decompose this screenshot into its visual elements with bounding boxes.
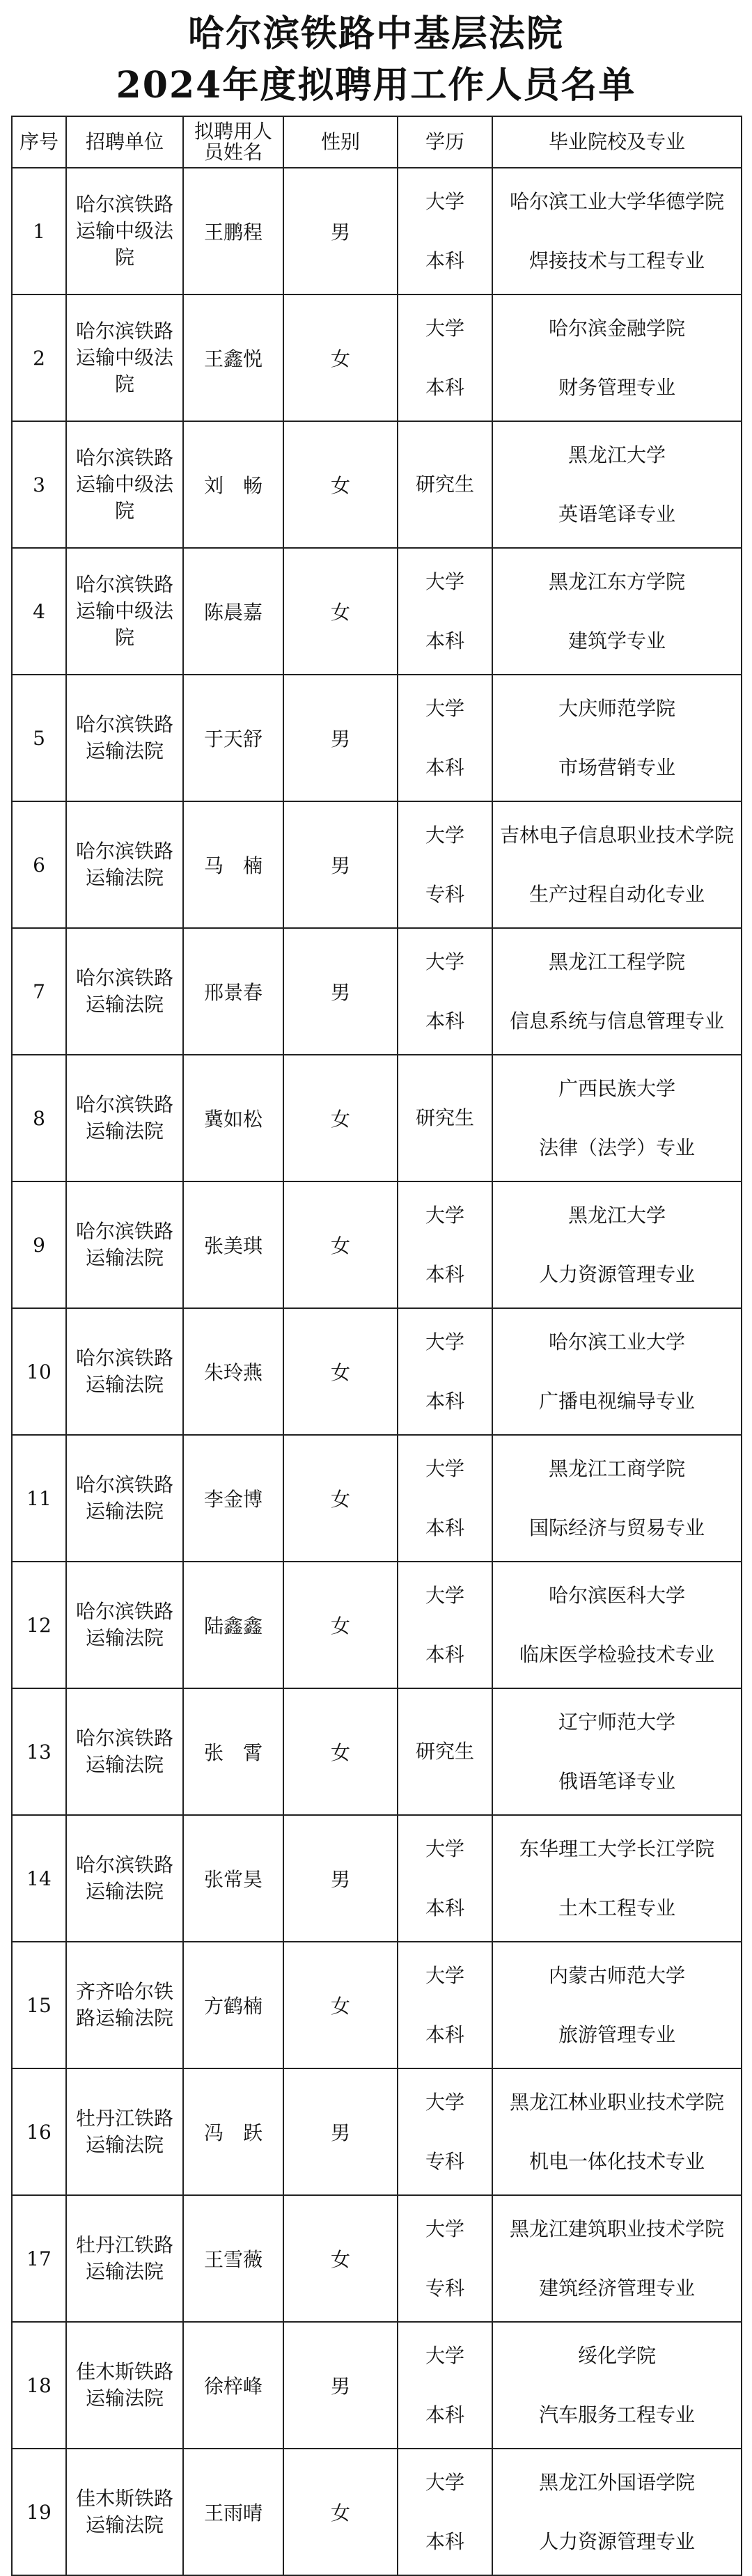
row-gender: 女 — [283, 294, 398, 421]
table-row — [12, 548, 742, 675]
education-degree: 本科 — [425, 1009, 464, 1032]
school-name: 黑龙江大学 — [567, 443, 666, 466]
table-row — [12, 801, 742, 928]
school-name: 黑龙江建筑职业技术学院 — [509, 2217, 724, 2240]
row-school-major — [492, 928, 742, 1055]
education-degree: 本科 — [425, 1516, 464, 1539]
major-name: 信息系统与信息管理专业 — [509, 1009, 724, 1032]
row-gender: 男 — [283, 675, 398, 801]
major-name: 人力资源管理专业 — [538, 1262, 695, 1286]
education-level: 大学 — [425, 1963, 464, 1987]
row-gender: 女 — [283, 1562, 398, 1688]
row-education — [398, 1942, 492, 2068]
row-name: 王雨晴 — [183, 2449, 283, 2575]
table-row — [12, 1055, 742, 1181]
education-degree: 本科 — [425, 1896, 464, 1919]
row-school-major — [492, 1815, 742, 1942]
row-education — [398, 675, 492, 801]
row-name: 张美琪 — [183, 1181, 283, 1308]
education-level: 大学 — [425, 2343, 464, 2367]
education-level: 大学 — [425, 316, 464, 340]
table-header-row — [12, 116, 742, 168]
major-name: 旅游管理专业 — [558, 2023, 675, 2046]
row-seq: 9 — [12, 1181, 66, 1308]
table-row — [12, 1942, 742, 2068]
major-name: 国际经济与贸易专业 — [528, 1516, 705, 1539]
row-name: 张 霄 — [183, 1688, 283, 1815]
row-unit: 哈尔滨铁路运输法院 — [66, 801, 183, 928]
row-school-major — [492, 1181, 742, 1308]
personnel-table — [11, 116, 742, 2576]
row-unit: 哈尔滨铁路运输法院 — [66, 1435, 183, 1562]
table-row — [12, 2322, 742, 2449]
row-school-major — [492, 2322, 742, 2449]
education-level: 研究生 — [415, 1740, 474, 1763]
education-level: 研究生 — [415, 1106, 474, 1129]
row-school-major — [492, 675, 742, 801]
row-school-major — [492, 168, 742, 294]
row-gender: 女 — [283, 1688, 398, 1815]
education-degree: 本科 — [425, 629, 464, 652]
row-education — [398, 801, 492, 928]
education-level: 大学 — [425, 570, 464, 593]
education-degree: 本科 — [425, 2403, 464, 2426]
row-name: 王雪薇 — [183, 2195, 283, 2322]
row-gender: 女 — [283, 421, 398, 548]
major-name: 法律（法学）专业 — [538, 1136, 695, 1159]
table-row — [12, 928, 742, 1055]
row-education — [398, 2449, 492, 2575]
row-gender: 男 — [283, 168, 398, 294]
row-unit: 哈尔滨铁路运输法院 — [66, 1181, 183, 1308]
school-name: 大庆师范学院 — [558, 696, 675, 720]
row-gender: 女 — [283, 1435, 398, 1562]
row-education — [398, 1688, 492, 1815]
row-gender: 女 — [283, 1942, 398, 2068]
row-seq: 12 — [12, 1562, 66, 1688]
row-school-major — [492, 2195, 742, 2322]
row-education — [398, 2322, 492, 2449]
row-education — [398, 1055, 492, 1181]
major-name: 市场营销专业 — [558, 755, 675, 779]
education-level: 大学 — [425, 2217, 464, 2240]
education-degree: 本科 — [425, 755, 464, 779]
row-education — [398, 1435, 492, 1562]
row-gender: 女 — [283, 2449, 398, 2575]
school-name: 哈尔滨金融学院 — [548, 316, 685, 340]
row-school-major — [492, 801, 742, 928]
education-degree: 本科 — [425, 375, 464, 399]
row-seq: 1 — [12, 168, 66, 294]
row-education — [398, 928, 492, 1055]
row-seq: 16 — [12, 2068, 66, 2195]
row-education — [398, 294, 492, 421]
education-level: 大学 — [425, 189, 464, 213]
header-unit: 招聘单位 — [66, 116, 183, 168]
row-school-major — [492, 1435, 742, 1562]
row-seq: 11 — [12, 1435, 66, 1562]
school-name: 吉林电子信息职业技术学院 — [499, 823, 734, 847]
header-education: 学历 — [398, 116, 492, 168]
row-seq: 6 — [12, 801, 66, 928]
school-name: 哈尔滨工业大学华德学院 — [509, 189, 724, 213]
education-level: 大学 — [425, 950, 464, 973]
education-level: 大学 — [425, 696, 464, 720]
table-row — [12, 1815, 742, 1942]
school-name: 绥化学院 — [577, 2343, 656, 2367]
school-name: 广西民族大学 — [558, 1076, 675, 1100]
row-unit: 哈尔滨铁路运输法院 — [66, 1688, 183, 1815]
school-name: 内蒙古师范大学 — [548, 1963, 685, 1987]
school-name: 哈尔滨医科大学 — [548, 1583, 685, 1607]
table-row — [12, 2449, 742, 2575]
row-seq: 18 — [12, 2322, 66, 2449]
major-name: 机电一体化技术专业 — [528, 2149, 705, 2173]
row-name: 于天舒 — [183, 675, 283, 801]
table-row — [12, 294, 742, 421]
row-gender: 女 — [283, 1055, 398, 1181]
header-school-major: 毕业院校及专业 — [492, 116, 742, 168]
row-school-major — [492, 1942, 742, 2068]
row-seq: 10 — [12, 1308, 66, 1435]
row-school-major — [492, 1055, 742, 1181]
table-row — [12, 2195, 742, 2322]
table-body — [12, 168, 742, 2575]
row-name: 陆鑫鑫 — [183, 1562, 283, 1688]
education-degree: 专科 — [425, 2276, 464, 2300]
row-unit: 哈尔滨铁路运输法院 — [66, 928, 183, 1055]
education-degree: 专科 — [425, 882, 464, 906]
row-seq: 17 — [12, 2195, 66, 2322]
row-gender: 男 — [283, 2068, 398, 2195]
education-level: 大学 — [425, 1203, 464, 1227]
row-education — [398, 548, 492, 675]
major-name: 英语笔译专业 — [558, 502, 675, 526]
header-gender: 性别 — [283, 116, 398, 168]
education-degree: 本科 — [425, 1389, 464, 1413]
table-row — [12, 168, 742, 294]
header-seq: 序号 — [12, 116, 66, 168]
major-name: 焊接技术与工程专业 — [528, 249, 705, 272]
row-seq: 8 — [12, 1055, 66, 1181]
row-gender: 男 — [283, 1815, 398, 1942]
row-gender: 男 — [283, 2322, 398, 2449]
row-seq: 5 — [12, 675, 66, 801]
education-level: 大学 — [425, 823, 464, 847]
row-unit: 哈尔滨铁路运输中级法院 — [66, 421, 183, 548]
row-school-major — [492, 548, 742, 675]
school-name: 黑龙江工程学院 — [548, 950, 685, 973]
row-unit: 哈尔滨铁路运输法院 — [66, 1308, 183, 1435]
row-name: 陈晨嘉 — [183, 548, 283, 675]
row-name: 徐梓峰 — [183, 2322, 283, 2449]
row-education — [398, 1562, 492, 1688]
row-unit: 牡丹江铁路运输法院 — [66, 2068, 183, 2195]
row-name: 李金博 — [183, 1435, 283, 1562]
row-name: 冯 跃 — [183, 2068, 283, 2195]
row-gender: 女 — [283, 2195, 398, 2322]
education-level: 大学 — [425, 2470, 464, 2494]
row-seq: 3 — [12, 421, 66, 548]
major-name: 临床医学检验技术专业 — [519, 1642, 714, 1666]
row-name: 邢景春 — [183, 928, 283, 1055]
row-name: 朱玲燕 — [183, 1308, 283, 1435]
row-seq: 13 — [12, 1688, 66, 1815]
major-name: 建筑学专业 — [567, 629, 666, 652]
row-education — [398, 1308, 492, 1435]
major-name: 俄语笔译专业 — [558, 1769, 675, 1793]
row-seq: 19 — [12, 2449, 66, 2575]
school-name: 哈尔滨工业大学 — [548, 1330, 685, 1353]
table-row — [12, 421, 742, 548]
row-unit: 佳木斯铁路运输法院 — [66, 2449, 183, 2575]
table-row — [12, 1435, 742, 1562]
education-level: 大学 — [425, 1330, 464, 1353]
row-school-major — [492, 2068, 742, 2195]
education-degree: 本科 — [425, 1642, 464, 1666]
major-name: 财务管理专业 — [558, 375, 675, 399]
row-unit: 佳木斯铁路运输法院 — [66, 2322, 183, 2449]
row-unit: 哈尔滨铁路运输法院 — [66, 1815, 183, 1942]
row-name: 方鹤楠 — [183, 1942, 283, 2068]
row-unit: 哈尔滨铁路运输中级法院 — [66, 168, 183, 294]
school-name: 黑龙江林业职业技术学院 — [509, 2090, 724, 2114]
document-title-line2: 2024年度拟聘用工作人员名单 — [116, 64, 636, 107]
education-level: 大学 — [425, 1456, 464, 1480]
row-unit: 哈尔滨铁路运输中级法院 — [66, 548, 183, 675]
major-name: 土木工程专业 — [558, 1896, 675, 1919]
row-name: 冀如松 — [183, 1055, 283, 1181]
school-name: 黑龙江工商学院 — [548, 1456, 685, 1480]
row-seq: 2 — [12, 294, 66, 421]
row-school-major — [492, 421, 742, 548]
row-seq: 7 — [12, 928, 66, 1055]
education-degree: 本科 — [425, 249, 464, 272]
education-degree: 本科 — [425, 2529, 464, 2553]
major-name: 汽车服务工程专业 — [538, 2403, 695, 2426]
school-name: 黑龙江东方学院 — [548, 570, 685, 593]
row-unit: 哈尔滨铁路运输中级法院 — [66, 294, 183, 421]
row-gender: 女 — [283, 1181, 398, 1308]
row-gender: 男 — [283, 928, 398, 1055]
table-row — [12, 1308, 742, 1435]
table-row — [12, 2068, 742, 2195]
table-row — [12, 1562, 742, 1688]
major-name: 建筑经济管理专业 — [538, 2276, 695, 2300]
row-seq: 4 — [12, 548, 66, 675]
school-name: 黑龙江外国语学院 — [538, 2470, 695, 2494]
row-name: 刘 畅 — [183, 421, 283, 548]
school-name: 东华理工大学长江学院 — [519, 1837, 714, 1860]
row-seq: 14 — [12, 1815, 66, 1942]
row-education — [398, 1815, 492, 1942]
education-degree: 本科 — [425, 2023, 464, 2046]
row-school-major — [492, 1562, 742, 1688]
row-name: 王鑫悦 — [183, 294, 283, 421]
row-school-major — [492, 1308, 742, 1435]
school-name: 辽宁师范大学 — [558, 1710, 675, 1734]
row-school-major — [492, 1688, 742, 1815]
education-level: 大学 — [425, 1583, 464, 1607]
education-degree: 本科 — [425, 1262, 464, 1286]
major-name: 广播电视编导专业 — [538, 1389, 695, 1413]
row-gender: 女 — [283, 548, 398, 675]
table-row — [12, 1688, 742, 1815]
education-level: 大学 — [425, 1837, 464, 1860]
row-education — [398, 2068, 492, 2195]
row-name: 张常昊 — [183, 1815, 283, 1942]
row-education — [398, 421, 492, 548]
header-name: 拟聘用人员姓名 — [183, 116, 283, 168]
row-education — [398, 168, 492, 294]
row-name: 马 楠 — [183, 801, 283, 928]
row-unit: 牡丹江铁路运输法院 — [66, 2195, 183, 2322]
row-unit: 齐齐哈尔铁路运输法院 — [66, 1942, 183, 2068]
row-unit: 哈尔滨铁路运输法院 — [66, 1562, 183, 1688]
row-unit: 哈尔滨铁路运输法院 — [66, 1055, 183, 1181]
table-row — [12, 1181, 742, 1308]
education-level: 大学 — [425, 2090, 464, 2114]
education-level: 研究生 — [415, 473, 474, 496]
row-education — [398, 1181, 492, 1308]
row-seq: 15 — [12, 1942, 66, 2068]
school-name: 黑龙江大学 — [567, 1203, 666, 1227]
major-name: 人力资源管理专业 — [538, 2529, 695, 2553]
document-title-line1: 哈尔滨铁路中基层法院 — [187, 13, 564, 55]
major-name: 生产过程自动化专业 — [528, 882, 705, 906]
row-gender: 男 — [283, 801, 398, 928]
row-school-major — [492, 2449, 742, 2575]
row-school-major — [492, 294, 742, 421]
table-row — [12, 675, 742, 801]
row-name: 王鹏程 — [183, 168, 283, 294]
row-unit: 哈尔滨铁路运输法院 — [66, 675, 183, 801]
education-degree: 专科 — [425, 2149, 464, 2173]
row-education — [398, 2195, 492, 2322]
row-gender: 女 — [283, 1308, 398, 1435]
